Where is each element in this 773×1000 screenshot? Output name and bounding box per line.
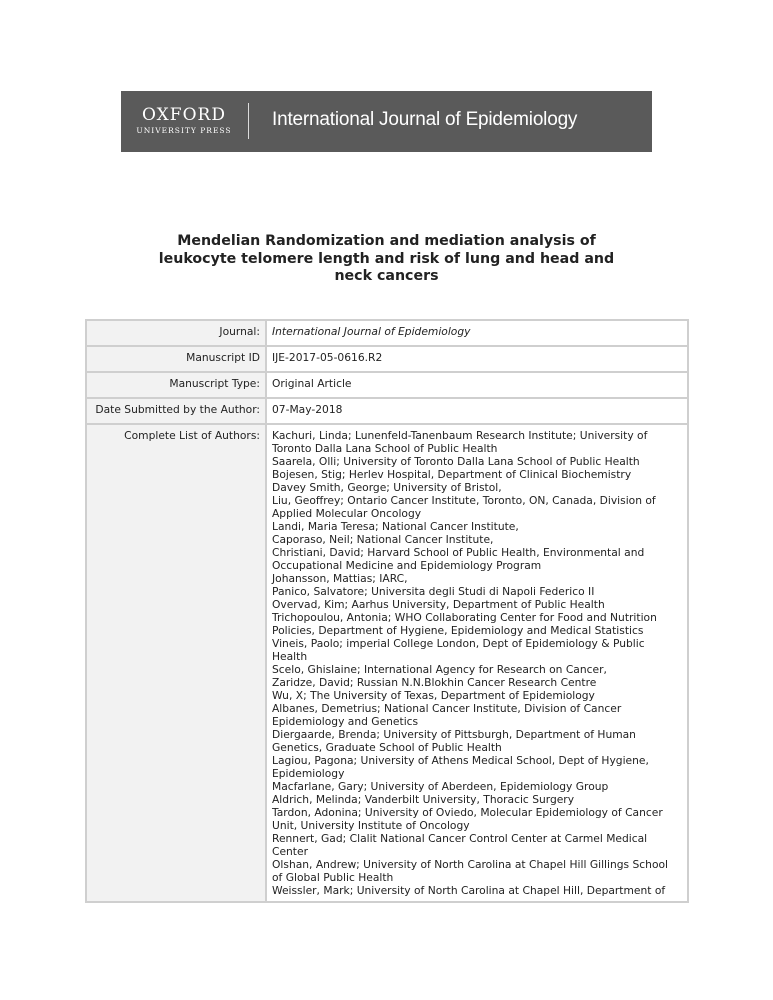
journal-label: Journal:: [86, 320, 266, 346]
author-line: Occupational Medicine and Epidemiology Program: [272, 559, 542, 572]
author-line: Health: [272, 650, 308, 663]
author-line: Genetics, Graduate School of Public Health: [272, 741, 502, 754]
author-line: of Global Public Health: [272, 871, 394, 884]
publisher-name: OXFORD: [142, 105, 226, 125]
publisher-subtitle: UNIVERSITY PRESS: [136, 126, 232, 135]
author-line: Rennert, Gad; Clalit National Cancer Control Center at Carmel Medical: [272, 832, 648, 845]
author-line: Vineis, Paolo; imperial College London, Dept of Epidemiology & Public: [272, 637, 645, 650]
author-line: Zaridze, David; Russian N.N.Blokhin Cancer Research Centre: [272, 676, 597, 689]
table-row: [86, 398, 688, 424]
banner-journal-name: International Journal of Epidemiology: [272, 109, 578, 130]
author-line: Trichopoulou, Antonia; WHO Collaborating Center for Food and Nutrition: [272, 611, 657, 624]
author-line: Overvad, Kim; Aarhus University, Department of Public Health: [272, 598, 605, 611]
authors-label: Complete List of Authors:: [86, 424, 266, 902]
author-line: Bojesen, Stig; Herlev Hospital, Department of Clinical Biochemistry: [272, 468, 632, 481]
oxford-logo: [129, 106, 239, 135]
table-row: [86, 424, 688, 902]
author-line: Aldrich, Melinda; Vanderbilt University, Thoracic Surgery: [272, 793, 575, 806]
author-line: Lagiou, Pagona; University of Athens Medical School, Dept of Hygiene,: [272, 754, 649, 767]
author-line: Epidemiology and Genetics: [272, 715, 419, 728]
date-submitted-label: Date Submitted by the Author:: [86, 398, 266, 424]
journal-value: International Journal of Epidemiology: [266, 320, 688, 346]
author-line: Applied Molecular Oncology: [272, 507, 422, 520]
manuscript-info-table: [85, 319, 689, 903]
authors-list: [266, 424, 688, 902]
author-line: Center: [272, 845, 308, 858]
author-line: Panico, Salvatore; Universita degli Studi di Napoli Federico II: [272, 585, 595, 598]
author-line: Saarela, Olli; University of Toronto Dalla Lana School of Public Health: [272, 455, 640, 468]
date-submitted-value: 07-May-2018: [266, 398, 688, 424]
author-line: Wu, X; The University of Texas, Department of Epidemiology: [272, 689, 595, 702]
manuscript-type-value: Original Article: [266, 372, 688, 398]
author-line: Toronto Dalla Lana School of Public Health: [272, 442, 498, 455]
manuscript-id-label: Manuscript ID: [86, 346, 266, 372]
table-row: [86, 372, 688, 398]
author-line: Olshan, Andrew; University of North Carolina at Chapel Hill Gillings School: [272, 858, 669, 871]
journal-banner: [121, 91, 652, 152]
author-line: Epidemiology: [272, 767, 345, 780]
manuscript-title: Mendelian Randomization and mediation analysis of leukocyte telomere length and risk of lung and head and neck cancers: [158, 233, 615, 284]
banner-divider: [248, 103, 249, 139]
author-line: Diergaarde, Brenda; University of Pittsburgh, Department of Human: [272, 728, 636, 741]
author-line: Davey Smith, George; University of Bristol,: [272, 481, 502, 494]
manuscript-type-label: Manuscript Type:: [86, 372, 266, 398]
author-line: Kachuri, Linda; Lunenfeld-Tanenbaum Research Institute; University of: [272, 429, 648, 442]
author-line: Landi, Maria Teresa; National Cancer Institute,: [272, 520, 519, 533]
author-line: Christiani, David; Harvard School of Public Health, Environmental and: [272, 546, 645, 559]
author-line: Macfarlane, Gary; University of Aberdeen, Epidemiology Group: [272, 780, 609, 793]
author-line: Unit, University Institute of Oncology: [272, 819, 470, 832]
author-line: Liu, Geoffrey; Ontario Cancer Institute, Toronto, ON, Canada, Division of: [272, 494, 656, 507]
author-line: Policies, Department of Hygiene, Epidemiology and Medical Statistics: [272, 624, 644, 637]
author-line: Weissler, Mark; University of North Carolina at Chapel Hill, Department of: [272, 884, 666, 897]
author-line: Albanes, Demetrius; National Cancer Institute, Division of Cancer: [272, 702, 622, 715]
author-line: Tardon, Adonina; University of Oviedo, Molecular Epidemiology of Cancer: [272, 806, 663, 819]
table-row: [86, 320, 688, 346]
manuscript-id-value: IJE-2017-05-0616.R2: [266, 346, 688, 372]
author-line: Johansson, Mattias; IARC,: [272, 572, 408, 585]
author-line: Scelo, Ghislaine; International Agency for Research on Cancer,: [272, 663, 607, 676]
table-row: [86, 346, 688, 372]
author-line: Caporaso, Neil; National Cancer Institute,: [272, 533, 494, 546]
